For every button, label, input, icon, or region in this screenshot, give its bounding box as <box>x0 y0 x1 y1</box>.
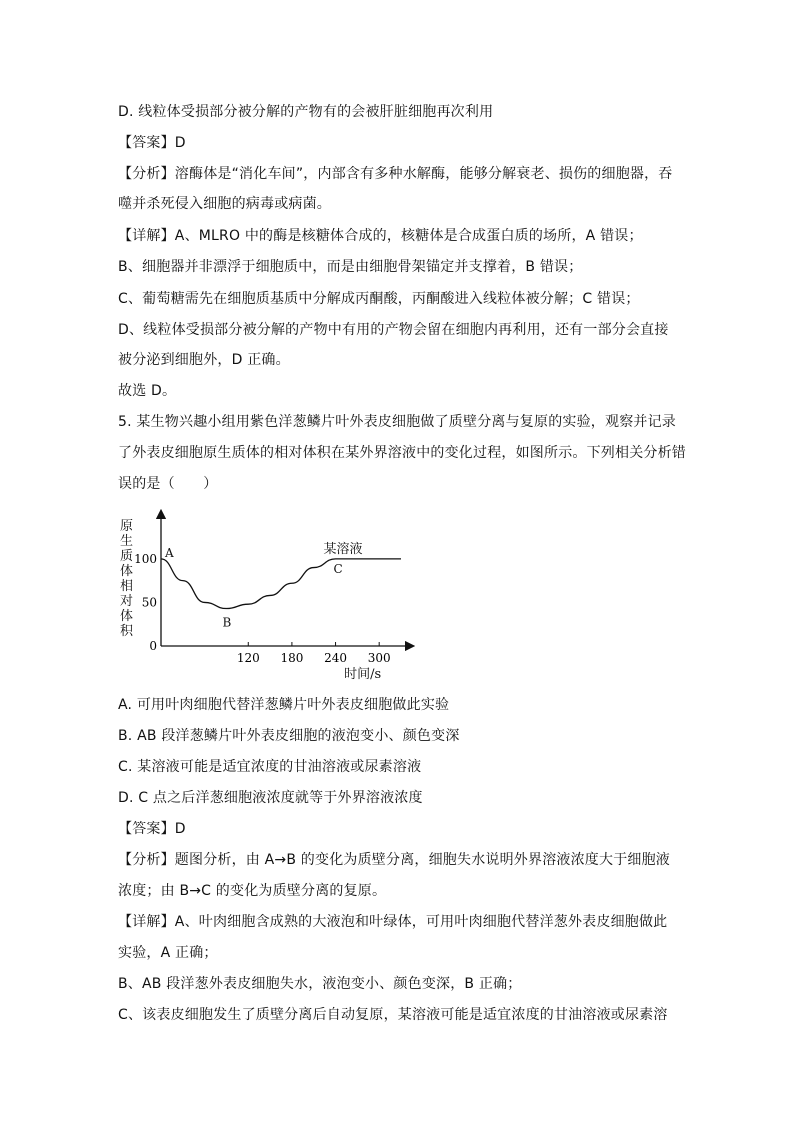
question-5-line-2: 了外表皮细胞原生质体的相对体积在某外界溶液中的变化过程，如图所示。下列相关分析错 <box>118 445 686 461</box>
y-axis-label-char: 体 <box>120 564 134 579</box>
x-tick-label: 120 <box>236 651 260 665</box>
option-c: C. 某溶液可能是适宜浓度的甘油溶液或尿素溶液 <box>118 759 422 775</box>
point-label-c: C <box>333 561 343 576</box>
explanation-2-line-3: B、AB 段洋葱外表皮细胞失水，液泡变小、颜色变深，B 正确； <box>118 976 522 992</box>
explanation-2-line-2: 实验，A 正确； <box>118 945 218 961</box>
y-axis-label-char: 相 <box>120 579 134 594</box>
option-a: A. 可用叶肉细胞代替洋葱鳞片叶外表皮细胞做此实验 <box>118 697 450 713</box>
choose-line: 故选 D。 <box>118 383 177 399</box>
answer-label-2: 【答案】D <box>118 821 186 837</box>
y-axis-label <box>120 519 134 639</box>
y-tick-label: 100 <box>134 551 157 566</box>
y-axis-label-char: 体 <box>120 609 134 624</box>
y-axis-label-char: 原 <box>120 519 134 534</box>
option-d: D. C 点之后洋葱细胞液浓度就等于外界溶液浓度 <box>118 790 423 806</box>
explanation-line-1: 【详解】A、MLRO 中的酶是核糖体合成的，核糖体是合成蛋白质的场所，A 错误； <box>118 228 643 244</box>
y-axis-label-char: 生 <box>120 534 134 549</box>
answer-label: 【答案】D <box>118 135 186 151</box>
y-axis-label-char: 质 <box>120 549 134 564</box>
x-tick-label: 240 <box>324 651 347 665</box>
y-tick-label: 0 <box>149 639 157 653</box>
option-d-prev: D. 线粒体受损部分被分解的产物有的会被肝脏细胞再次利用 <box>118 104 494 120</box>
option-b: B. AB 段洋葱鳞片叶外表皮细胞的液泡变小、颜色变深 <box>118 728 460 744</box>
y-tick-label: 50 <box>141 595 157 610</box>
series-line <box>161 559 401 609</box>
x-tick-label: 180 <box>280 651 304 665</box>
explanation-2-line-4: C、该表皮细胞发生了质壁分离后自动复原，某溶液可能是适宜浓度的甘油溶液或尿素溶 <box>118 1007 668 1023</box>
point-label-b: B <box>222 615 232 630</box>
analysis-2-line-1: 【分析】题图分析，由 A→B 的变化为质壁分离，细胞失水说明外界溶液浓度大于细胞液 <box>118 852 671 868</box>
explanation-line-3: C、葡萄糖需先在细胞质基质中分解成丙酮酸，丙酮酸进入线粒体被分解；C 错误； <box>118 291 640 307</box>
analysis-line-2: 噬并杀死侵入细胞的病毒或病菌。 <box>118 196 331 212</box>
question-5-line-1: 5. 某生物兴趣小组用紫色洋葱鳞片叶外表皮细胞做了质壁分离与复原的实验，观察并记录 <box>118 414 677 430</box>
x-axis-label: 时间/s <box>344 667 382 680</box>
explanation-line-5: 被分泌到细胞外，D 正确。 <box>118 352 290 368</box>
analysis-2-line-2: 浓度；由 B→C 的变化为质壁分离的复原。 <box>118 883 387 899</box>
question-5-line-3: 误的是（ ） <box>118 476 218 492</box>
analysis-line-1: 【分析】溶酶体是“消化车间”，内部含有多种水解酶，能够分解衰老、损伤的细胞器，吞 <box>118 166 673 182</box>
series-label: 某溶液 <box>323 541 363 557</box>
point-label-a: A <box>165 545 174 560</box>
protoplast-volume-chart <box>118 508 418 680</box>
x-tick-label: 300 <box>367 651 391 665</box>
explanation-line-2: B、细胞器并非漂浮于细胞质中，而是由细胞骨架锚定并支撑着，B 错误； <box>118 259 583 275</box>
y-axis-label-char: 积 <box>120 624 134 639</box>
y-axis-label-char: 对 <box>120 594 134 609</box>
explanation-2-line-1: 【详解】A、叶肉细胞含成熟的大液泡和叶绿体，可用叶肉细胞代替洋葱外表皮细胞做此 <box>118 914 668 930</box>
explanation-line-4: D、线粒体受损部分被分解的产物中有用的产物会留在细胞内再利用，还有一部分会直接 <box>118 322 669 338</box>
